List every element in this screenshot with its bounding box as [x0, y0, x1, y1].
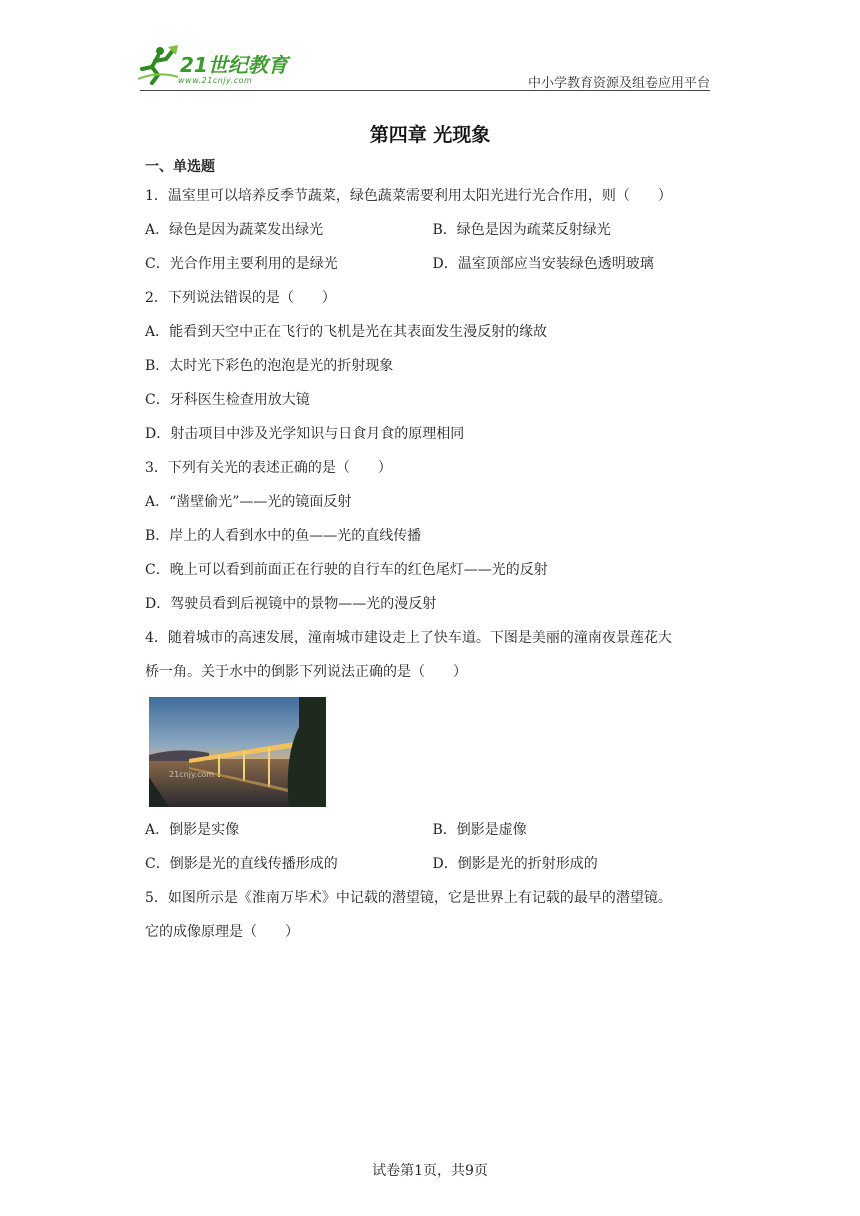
logo-url-text: www.21cnjy.com: [178, 76, 253, 85]
option-c: C．晚上可以看到前面正在行驶的自行车的红色尾灯——光的反射: [145, 562, 548, 578]
option-d: D．倒影是光的折射形成的: [432, 856, 598, 872]
question-stem-line: 它的成像原理是（ ）: [145, 924, 299, 940]
question-stem-line: 4．随着城市的高速发展，潼南城市建设走上了快车道。下图是美丽的潼南夜景莲花大: [145, 630, 672, 646]
question-stem: 3．下列有关光的表述正确的是（ ）: [145, 460, 392, 476]
page-title: 第四章 光现象: [369, 124, 491, 146]
page-header: [0, 0, 860, 95]
option-a: A．能看到天空中正在飞行的飞机是光在其表面发生漫反射的缘故: [145, 324, 548, 340]
option-b: B．绿色是因为疏菜反射绿光: [432, 222, 611, 238]
logo-brand-text: 21世纪教育: [180, 53, 288, 77]
question-stem-line: 5．如图所示是《淮南万毕术》中记载的潜望镜，它是世界上有记载的最早的潜望镜。: [145, 890, 672, 906]
photo-watermark: 21cnjy.com: [169, 770, 215, 779]
option-a: A．“凿壁偷光”——光的镜面反射: [145, 494, 352, 510]
question-stem: 1．温室里可以培养反季节蔬菜，绿色蔬菜需要利用太阳光进行光合作用，则（ ）: [145, 188, 672, 204]
page-footer: 试卷第1页，共9页: [372, 1163, 488, 1179]
header-divider: [140, 90, 710, 91]
option-b: B．太时光下彩色的泡泡是光的折射现象: [145, 358, 394, 374]
option-a: A．绿色是因为蔬菜发出绿光: [145, 222, 324, 238]
option-b: B．岸上的人看到水中的鱼——光的直线传播: [145, 528, 422, 544]
question-stem: 2．下列说法错误的是（ ）: [145, 290, 336, 306]
option-a: A．倒影是实像: [145, 822, 240, 838]
question-list: [145, 155, 720, 949]
option-d: D．温室顶部应当安装绿色透明玻璃: [432, 256, 654, 272]
option-c: C．倒影是光的直线传播形成的: [145, 856, 338, 872]
option-c: C．光合作用主要利用的是绿光: [145, 256, 338, 272]
option-d: D．驾驶员看到后视镜中的景物——光的漫反射: [145, 596, 437, 612]
option-c: C．牙科医生检查用放大镜: [145, 392, 310, 408]
question-stem-line: 桥一角。关于水中的倒影下列说法正确的是（ ）: [145, 664, 467, 680]
logo: [138, 45, 318, 93]
option-d: D．射击项目中涉及光学知识与日食月食的原理相同: [145, 426, 465, 442]
runner-icon: [138, 45, 180, 85]
bridge-night-photo: [149, 697, 326, 807]
option-b: B．倒影是虚像: [432, 822, 527, 838]
section-heading: 一、单选题: [145, 159, 215, 175]
platform-name: 中小学教育资源及组卷应用平台: [527, 76, 710, 91]
